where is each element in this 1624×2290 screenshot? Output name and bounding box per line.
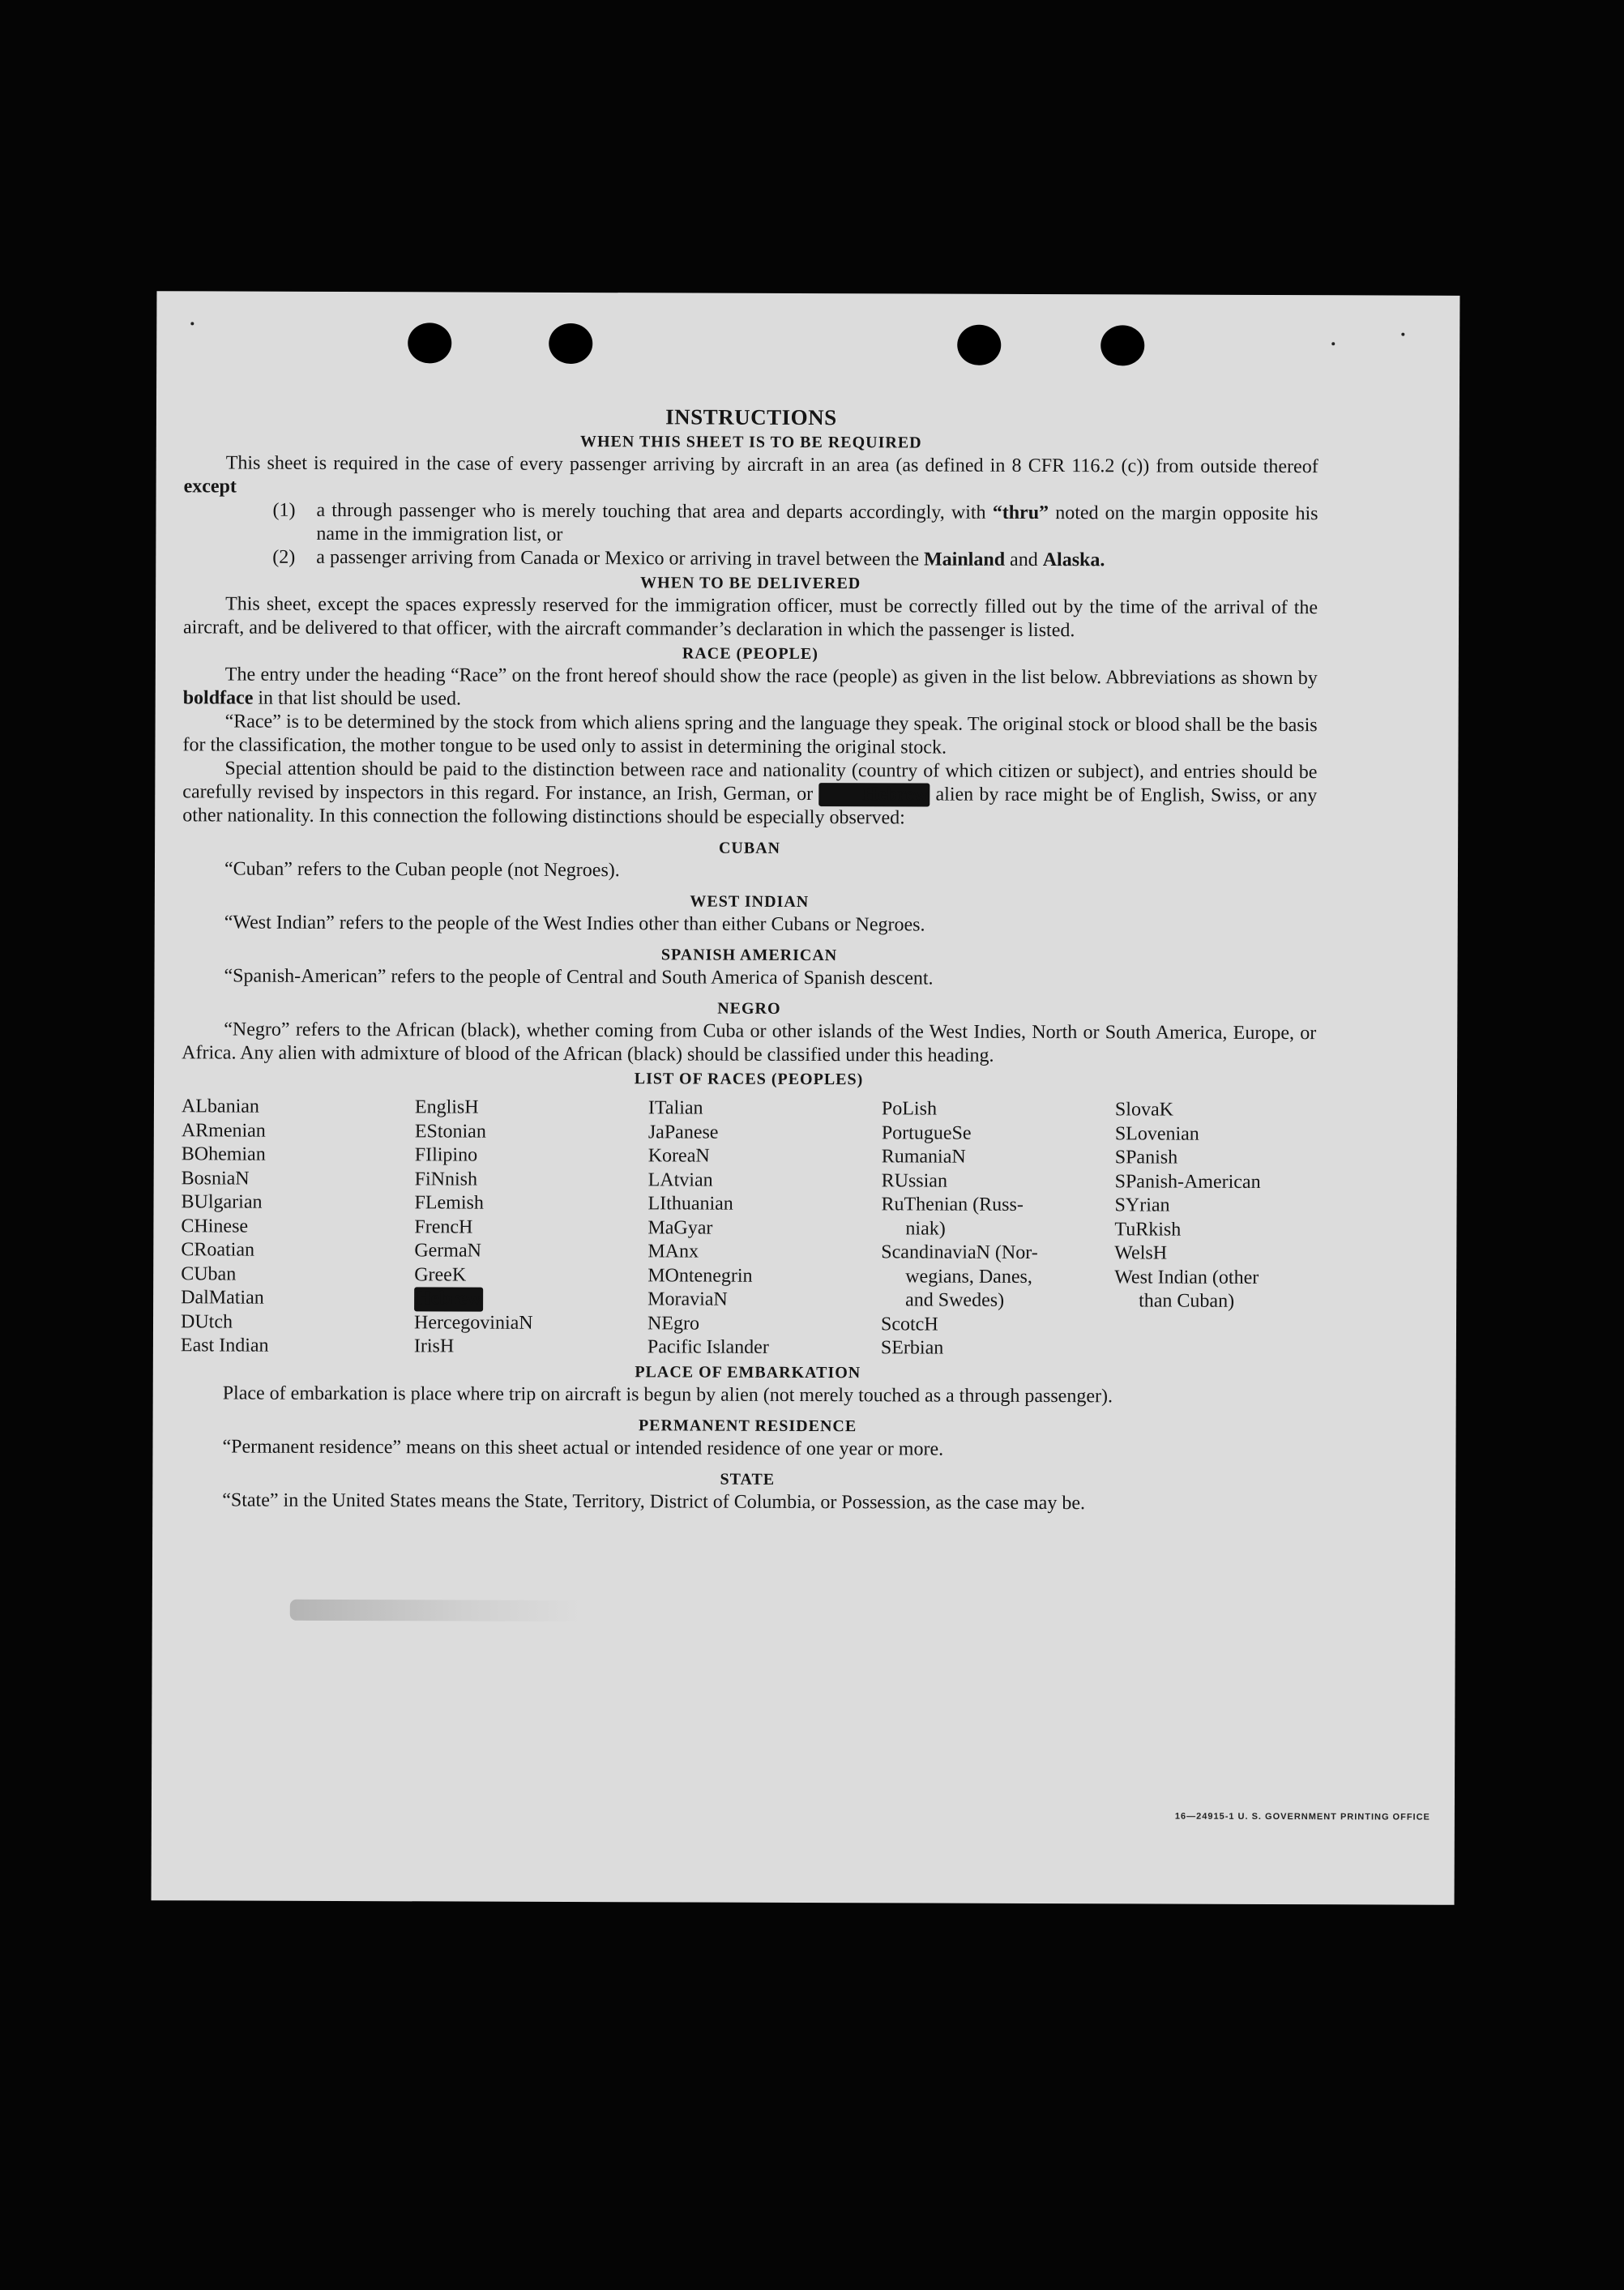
race-item: IrisH — [413, 1335, 455, 1357]
west-indian-text: “West Indian” refers to the people of the West Indies other than either Cubans or Negroes. — [224, 912, 925, 936]
race-item: ITalian — [647, 1097, 703, 1119]
race-item: RuThenian (Russ- — [881, 1194, 1024, 1215]
races-column-5 — [1114, 1098, 1316, 1361]
race-item: WelsH — [1114, 1242, 1168, 1264]
race-item: West Indian (other — [1114, 1266, 1259, 1288]
race-item: FiNnish — [414, 1168, 478, 1190]
race-item: FLemish — [414, 1192, 484, 1214]
section-heading-negro: NEGRO — [717, 999, 781, 1018]
race-item-continued: wegians, Danes, — [905, 1265, 1032, 1288]
residence-text: “Permanent residence” means on this sheet actual or intended residence of one year or more. — [222, 1435, 944, 1460]
section-heading-residence: PERMANENT RESIDENCE — [638, 1416, 857, 1435]
section-heading-race: RACE (PEOPLE) — [682, 644, 818, 664]
race-item: JaPanese — [647, 1121, 719, 1143]
section-heading-embarkation: PLACE OF EMBARKATION — [635, 1362, 861, 1382]
race-item: KoreaN — [647, 1145, 710, 1167]
race-item: CUban — [181, 1262, 237, 1285]
required-exception-2: (2) a passenger arriving from Canada or Mexico or arriving in travel between the Mainland and Alaska. — [272, 546, 1105, 571]
punch-hole — [1100, 325, 1144, 365]
race-item: SErbian — [880, 1337, 944, 1359]
race-item: PoLish — [881, 1098, 938, 1120]
dust-speck — [190, 322, 194, 325]
race-item: GermaN — [414, 1240, 482, 1262]
section-heading-delivered: WHEN TO BE DELIVERED — [640, 574, 861, 593]
race-item: SlovaK — [1114, 1099, 1173, 1121]
race-item-continued: and Swedes) — [905, 1289, 1005, 1311]
dust-speck — [1401, 333, 1404, 336]
race-item: SLovenian — [1114, 1122, 1199, 1145]
race-item: MOntenegrin — [647, 1264, 753, 1287]
race-item: ScandinaviaN (Nor- — [881, 1241, 1038, 1264]
race-item: Pacific Islander — [647, 1336, 769, 1358]
section-heading-spanish-american: SPANISH AMERICAN — [660, 946, 838, 965]
punch-hole — [408, 323, 451, 363]
race-item: NEgro — [647, 1312, 700, 1335]
cuban-text: “Cuban” refers to the Cuban people (not Negroes). — [224, 858, 620, 882]
races-column-3 — [647, 1096, 882, 1361]
state-text: “State” in the United States means the State, Territory, District of Columbia, or Possession, as the case may be. — [222, 1489, 1086, 1514]
race-item: BosniaN — [181, 1167, 250, 1190]
race-item: GreeK — [414, 1263, 467, 1286]
race-item: ARmenian — [181, 1119, 266, 1142]
page-title: INSTRUCTIONS — [665, 404, 837, 430]
instructions-content — [180, 403, 1318, 1515]
races-column-2 — [414, 1096, 648, 1360]
race-paragraph-1: The entry under the heading “Race” on the front hereof should show the race (people) as given in the list below. Abbreviations as shown by boldface in that list should be used. — [182, 664, 1318, 710]
race-item-continued: than Cuban) — [1139, 1290, 1235, 1312]
race-paragraph-3: Special attention should be paid to the distinction between race and nationality (country of which citizen or subject), and entries should be carefully revised by inspectors in this regard. For instance, an Irish, German, or Hebrew alien by race might be of English, Swiss, or any other nationality. In this connection the following distinctions should be especially observed: — [182, 758, 1318, 829]
section-heading-races: LIST OF RACES (PEOPLES) — [634, 1070, 864, 1089]
section-heading-required: WHEN THIS SHEET IS TO BE REQUIRED — [579, 433, 922, 452]
race-item: ScotcH — [880, 1313, 938, 1335]
race-item: LAtvian — [647, 1168, 713, 1191]
races-list — [181, 1095, 1316, 1361]
race-item: East Indian — [180, 1335, 269, 1356]
race-item: ALbanian — [181, 1096, 259, 1117]
delivered-text: This sheet, except the spaces expressly reserved for the immigration officer, must be correctly filled out by the time of the arrival of the aircraft, and be delivered to that officer, with the aircraft commander’s declaration in which the passenger is listed. — [182, 593, 1318, 642]
race-item: CHinese — [181, 1215, 249, 1237]
race-item: LIthuanian — [647, 1193, 733, 1215]
race-item: EStonian — [414, 1120, 486, 1143]
race-item: SPanish — [1114, 1147, 1178, 1168]
race-item: PortugueSe — [881, 1122, 972, 1144]
race-item: RUssian — [881, 1169, 948, 1192]
required-intro: This sheet is required in the case of every passenger arriving by aircraft in an area (as defined in 8 CFR 116.2 (c)) from outside thereof except — [183, 452, 1318, 498]
printing-office-code: 16—24915-1 U. S. GOVERNMENT PRINTING OFFICE — [1174, 1811, 1430, 1822]
section-heading-cuban: CUBAN — [718, 839, 781, 857]
race-item: CRoatian — [181, 1239, 255, 1261]
required-exception-1: (1) a through passenger who is merely touching that area and departs accordingly, with “thru” noted on the margin opposite his name in the immigration list, or — [272, 499, 1318, 545]
race-item: MaGyar — [647, 1216, 713, 1239]
spanish-american-text: “Spanish-American” refers to the people of Central and South America of Spanish descent. — [224, 965, 934, 989]
section-heading-west-indian: WEST INDIAN — [690, 892, 810, 912]
section-heading-state: STATE — [720, 1470, 776, 1489]
race-item: RumaniaN — [881, 1146, 966, 1168]
races-column-1 — [181, 1095, 415, 1359]
race-item: FIlipino — [414, 1144, 478, 1166]
race-item: MoraviaN — [647, 1288, 728, 1310]
struck-word: Hebrew — [818, 783, 930, 806]
negro-text: “Negro” refers to the African (black), whether coming from Cuba or other islands of the West Indies, North or South America, Europe, or Africa. Any alien with admixture of blood of the African (black) should be classified under this heading. — [182, 1019, 1317, 1066]
race-item-struck: Hebrew — [414, 1287, 647, 1312]
embarkation-text: Place of embarkation is place where trip on aircraft is begun by alien (not merely touched as a through passenger). — [222, 1382, 1113, 1407]
race-item-continued: niak) — [905, 1217, 946, 1240]
race-item: MAnx — [647, 1241, 699, 1262]
race-item: FrencH — [414, 1215, 473, 1238]
race-item: DalMatian — [181, 1287, 264, 1309]
race-paragraph-2: “Race” is to be determined by the stock from which aliens spring and the language they speak. The original stock or blood shall be the basis for the classification, the mother tongue to be used only to assist in determining the original stock. — [182, 711, 1318, 758]
races-column-4 — [881, 1097, 1115, 1361]
race-item: TuRkish — [1114, 1218, 1182, 1241]
document-sheet — [152, 291, 1460, 1905]
race-item: HercegoviniaN — [413, 1311, 533, 1334]
race-item: SPanish-American — [1114, 1170, 1261, 1193]
race-item: EnglisH — [414, 1096, 479, 1118]
race-item: BUlgarian — [181, 1191, 263, 1213]
dust-speck — [1331, 342, 1335, 345]
smudge-mark — [290, 1600, 582, 1621]
punch-hole — [957, 325, 1001, 365]
punch-hole — [549, 323, 592, 364]
race-item: SYrian — [1114, 1194, 1170, 1216]
race-item: BOhemian — [181, 1143, 266, 1165]
race-item: DUtch — [180, 1310, 233, 1333]
